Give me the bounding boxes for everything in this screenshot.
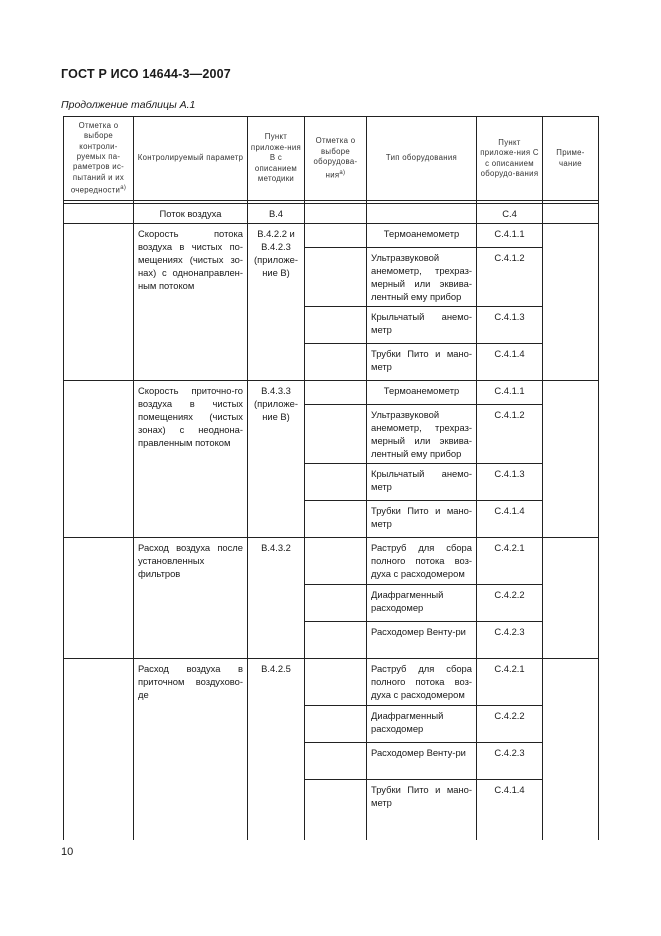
footnote-mark: а)	[120, 185, 127, 192]
equipment-type-cell	[367, 204, 477, 224]
equipment-clause-cell: С.4.1.4	[477, 780, 543, 841]
equipment-clause-cell: С.4.2.3	[477, 743, 543, 780]
equipment-mark-cell	[305, 204, 367, 224]
header-parameter: Контролируемый параметр	[134, 117, 248, 201]
equipment-type-cell: Трубки Пито и мано-метр	[367, 780, 477, 841]
header-method-clause: Пункт приложе-ния В с описанием методики	[248, 117, 305, 201]
equipment-clause-cell: С.4.1.3	[477, 307, 543, 344]
equipment-type-cell: Трубки Пито и мано-метр	[367, 344, 477, 381]
equipment-type-cell: Трубки Пито и мано-метр	[367, 501, 477, 538]
equipment-type-cell: Термоанемометр	[367, 381, 477, 405]
equipment-clause-cell: С.4.1.3	[477, 464, 543, 501]
equipment-type-cell: Ультразвуковой анемометр, трехраз-мерный или эквива-лентный ему прибор	[367, 248, 477, 307]
note-cell	[543, 224, 599, 381]
equipment-type-cell: Расходомер Венту-ри	[367, 622, 477, 659]
selection-mark-cell	[64, 538, 134, 659]
equipment-mark-cell	[305, 248, 367, 307]
method-clause-cell: В.4	[248, 204, 305, 224]
equipment-mark-cell	[305, 622, 367, 659]
equipment-mark-cell	[305, 585, 367, 622]
equipment-mark-cell	[305, 381, 367, 405]
selection-mark-cell	[64, 224, 134, 381]
header-selection-mark: Отметка о выборе контроли-руемых па-раметров ис-пытаний и их очередности$^{а)}$	[64, 117, 134, 201]
method-clause-cell: В.4.3.2	[248, 538, 305, 659]
table-row	[64, 204, 599, 224]
equipment-type-cell: Термоанемометр	[367, 224, 477, 248]
equipment-clause-cell: С.4.1.1	[477, 224, 543, 248]
equipment-mark-cell	[305, 501, 367, 538]
equipment-clause-cell: С.4.2.3	[477, 622, 543, 659]
parameter-cell: Расход воздуха в приточном воздухово-де	[134, 659, 248, 841]
note-cell	[543, 381, 599, 538]
equipment-type-cell: Раструб для сбора полного потока воз-духа с расходомером	[367, 659, 477, 706]
table-caption: Продолжение таблицы А.1	[61, 99, 196, 111]
equipment-clause-cell: С.4.2.2	[477, 706, 543, 743]
equipment-mark-cell	[305, 743, 367, 780]
equipment-mark-cell	[305, 405, 367, 464]
document-title: ГОСТ Р ИСО 14644-3—2007	[61, 67, 231, 81]
equipment-clause-cell: С.4.1.4	[477, 344, 543, 381]
note-cell	[543, 538, 599, 659]
selection-mark-cell	[64, 381, 134, 538]
equipment-clause-cell: С.4.1.2	[477, 248, 543, 307]
equipment-clause-cell: С.4.1.4	[477, 501, 543, 538]
equipment-mark-cell	[305, 659, 367, 706]
equipment-clause-cell: С.4.2.2	[477, 585, 543, 622]
note-cell	[543, 204, 599, 224]
table-row	[64, 659, 599, 706]
header-equipment-mark: Отметка о выборе оборудова-ния$^{а)}$	[305, 117, 367, 201]
equipment-clause-cell: С.4.2.1	[477, 659, 543, 706]
equipment-mark-cell	[305, 538, 367, 585]
header-equipment-type: Тип оборудования	[367, 117, 477, 201]
method-clause-cell: В.4.2.2 и В.4.2.3 (приложе-ние В)	[248, 224, 305, 381]
equipment-type-cell: Ультразвуковой анемометр, трехраз-мерный или эквива-лентный ему прибор	[367, 405, 477, 464]
equipment-type-cell: Крыльчатый анемо-метр	[367, 464, 477, 501]
equipment-mark-cell	[305, 780, 367, 841]
equipment-type-cell: Диафрагменный расходомер	[367, 585, 477, 622]
equipment-type-cell: Раструб для сбора полного потока воз-духа с расходомером	[367, 538, 477, 585]
page-number: 10	[61, 846, 74, 858]
equipment-type-cell: Диафрагменный расходомер	[367, 706, 477, 743]
parameter-cell: Скорость приточно-го воздуха в чистых помещениях (чистых зонах) с неоднона-правленным потоком	[134, 381, 248, 538]
equipment-mark-cell	[305, 307, 367, 344]
header-equipment-clause: Пункт приложе-ния С с описанием оборудо-вания	[477, 117, 543, 201]
method-clause-cell: В.4.3.3 (приложе-ние В)	[248, 381, 305, 538]
equipment-type-cell: Расходомер Венту-ри	[367, 743, 477, 780]
selection-mark-cell	[64, 659, 134, 841]
note-cell	[543, 659, 599, 841]
equipment-type-cell: Крыльчатый анемо-метр	[367, 307, 477, 344]
table-row	[64, 381, 599, 405]
equipment-clause-cell: С.4.2.1	[477, 538, 543, 585]
method-clause-cell: В.4.2.5	[248, 659, 305, 841]
parameter-cell: Расход воздуха после установленных фильтров	[134, 538, 248, 659]
header-note: Приме-чание	[543, 117, 599, 201]
selection-mark-cell	[64, 204, 134, 224]
equipment-mark-cell	[305, 344, 367, 381]
parameter-cell: Скорость потока воздуха в чистых по-мещениях (чистых зо-нах) с однонаправлен-ным потоком	[134, 224, 248, 381]
equipment-mark-cell	[305, 706, 367, 743]
footnote-mark: а)	[339, 169, 346, 176]
requirements-table	[63, 116, 599, 840]
table-header-row	[64, 117, 599, 201]
equipment-clause-cell: С.4.1.1	[477, 381, 543, 405]
table-row	[64, 224, 599, 248]
table-row	[64, 538, 599, 585]
equipment-clause-cell: С.4	[477, 204, 543, 224]
equipment-clause-cell: С.4.1.2	[477, 405, 543, 464]
equipment-mark-cell	[305, 224, 367, 248]
parameter-cell: Поток воздуха	[134, 204, 248, 224]
equipment-mark-cell	[305, 464, 367, 501]
